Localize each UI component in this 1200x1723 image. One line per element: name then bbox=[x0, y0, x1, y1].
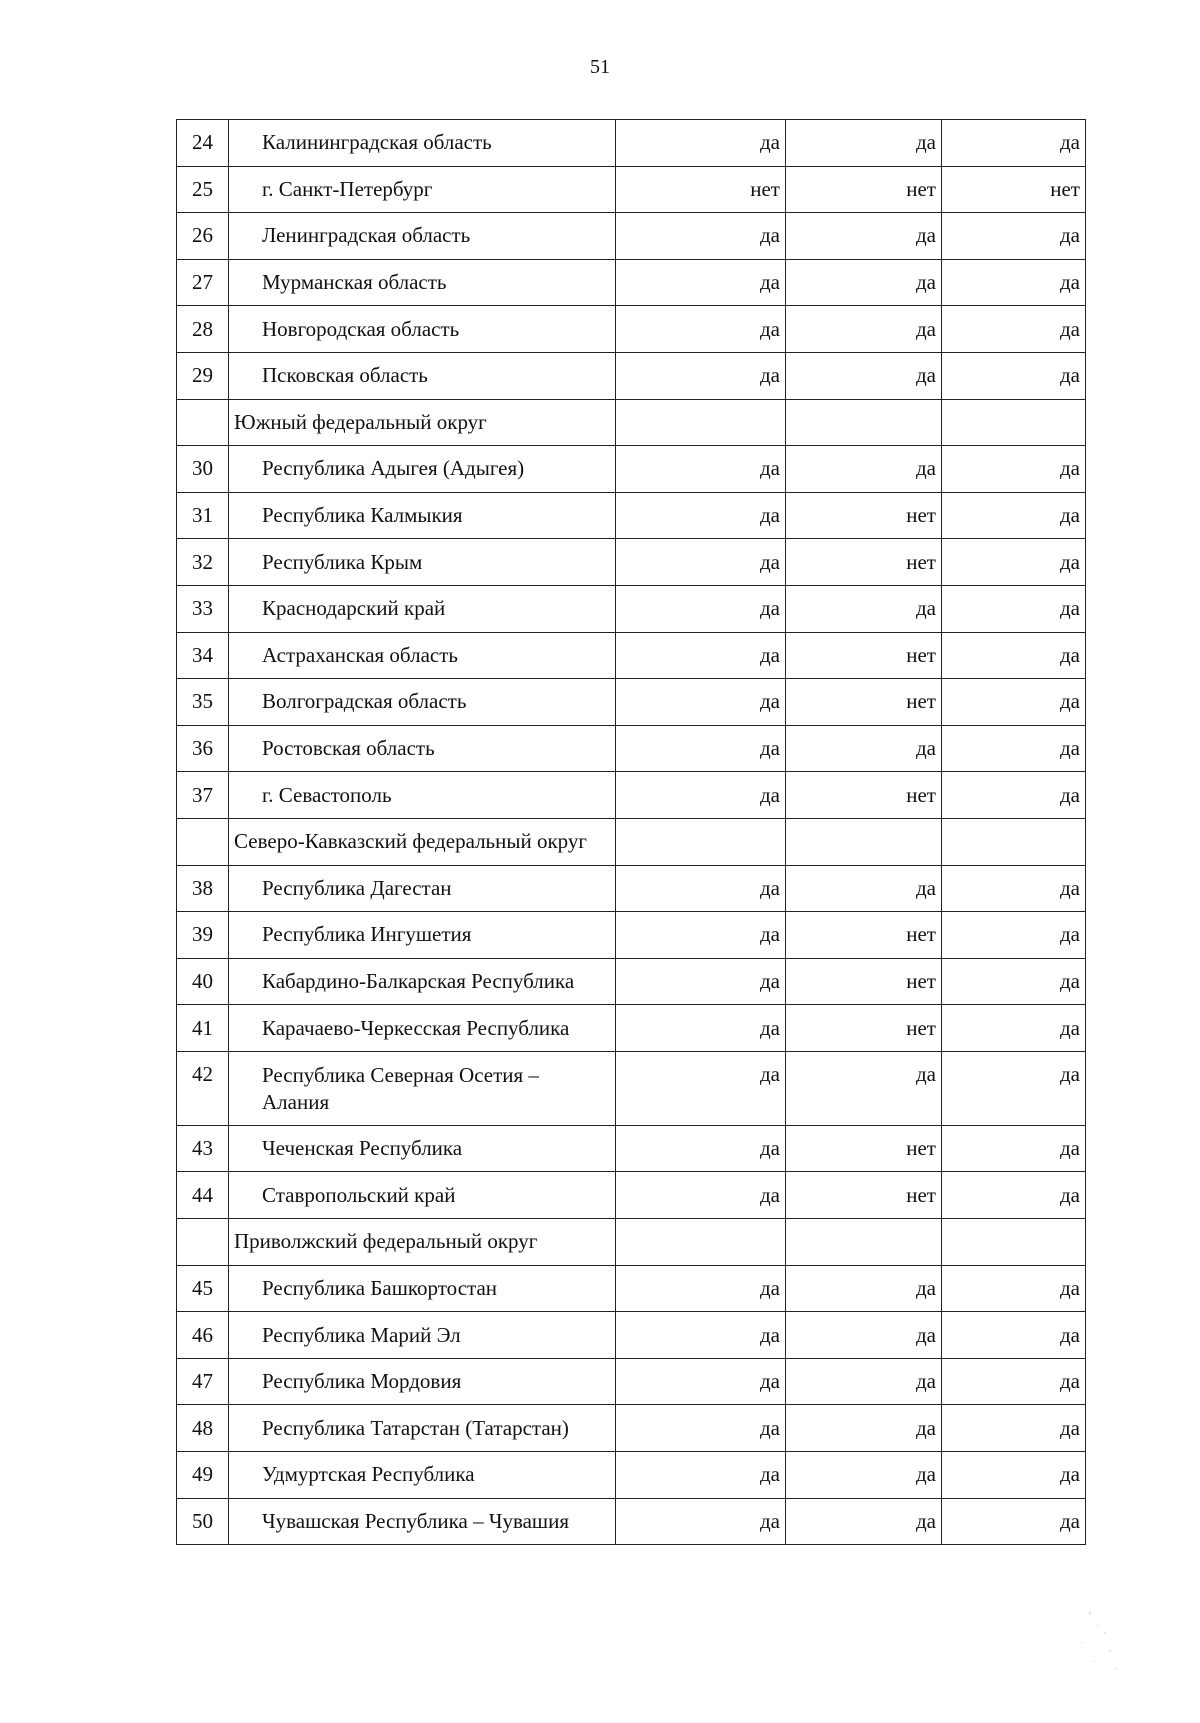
empty-value-cell bbox=[942, 1219, 1086, 1266]
value-col-3: да bbox=[942, 772, 1086, 819]
region-name: Республика Татарстан (Татарстан) bbox=[229, 1405, 616, 1452]
table-row bbox=[177, 1498, 1086, 1545]
row-number: 32 bbox=[177, 539, 229, 586]
row-number: 40 bbox=[177, 958, 229, 1005]
value-col-2: да bbox=[786, 1405, 942, 1452]
table-row bbox=[177, 912, 1086, 959]
value-col-1: да bbox=[616, 352, 786, 399]
region-name: Краснодарский край bbox=[229, 585, 616, 632]
value-col-1: да bbox=[616, 213, 786, 260]
value-col-1: да bbox=[616, 912, 786, 959]
value-col-3: да bbox=[942, 1125, 1086, 1172]
row-number: 29 bbox=[177, 352, 229, 399]
value-col-3: да bbox=[942, 306, 1086, 353]
region-name: Чувашская Республика – Чувашия bbox=[229, 1498, 616, 1545]
table-row bbox=[177, 492, 1086, 539]
empty-value-cell bbox=[942, 399, 1086, 446]
value-col-3: да bbox=[942, 539, 1086, 586]
region-name: Мурманская область bbox=[229, 259, 616, 306]
value-col-3: да bbox=[942, 1265, 1086, 1312]
value-col-3: да bbox=[942, 632, 1086, 679]
value-col-2: да bbox=[786, 306, 942, 353]
empty-value-cell bbox=[616, 818, 786, 865]
row-number: 45 bbox=[177, 1265, 229, 1312]
row-number: 30 bbox=[177, 446, 229, 493]
value-col-3: да bbox=[942, 213, 1086, 260]
value-col-2: да bbox=[786, 213, 942, 260]
value-col-1: да bbox=[616, 772, 786, 819]
value-col-3: да bbox=[942, 1358, 1086, 1405]
table-row bbox=[177, 1312, 1086, 1359]
row-number: 39 bbox=[177, 912, 229, 959]
value-col-1: да bbox=[616, 958, 786, 1005]
region-name: Республика Башкортостан bbox=[229, 1265, 616, 1312]
table-row bbox=[177, 772, 1086, 819]
table-row bbox=[177, 120, 1086, 167]
value-col-3: да bbox=[942, 1051, 1086, 1125]
value-col-1: да bbox=[616, 865, 786, 912]
value-col-2: да bbox=[786, 1051, 942, 1125]
value-col-3: да bbox=[942, 1172, 1086, 1219]
value-col-3: да bbox=[942, 1498, 1086, 1545]
value-col-3: да bbox=[942, 585, 1086, 632]
value-col-2: да bbox=[786, 120, 942, 167]
district-row bbox=[177, 1219, 1086, 1266]
value-col-3: да bbox=[942, 492, 1086, 539]
value-col-1: да bbox=[616, 1452, 786, 1499]
value-col-3: да bbox=[942, 912, 1086, 959]
region-name: Республика Северная Осетия – Алания bbox=[229, 1051, 616, 1125]
table-row bbox=[177, 1125, 1086, 1172]
table-row bbox=[177, 1172, 1086, 1219]
row-number: 44 bbox=[177, 1172, 229, 1219]
scan-specks bbox=[1070, 1603, 1130, 1683]
value-col-3: да bbox=[942, 1452, 1086, 1499]
row-number: 37 bbox=[177, 772, 229, 819]
region-name: Калининградская область bbox=[229, 120, 616, 167]
table-row bbox=[177, 1452, 1086, 1499]
value-col-1: да bbox=[616, 1265, 786, 1312]
empty-value-cell bbox=[786, 399, 942, 446]
region-name: Республика Адыгея (Адыгея) bbox=[229, 446, 616, 493]
regions-table-body bbox=[177, 120, 1086, 1545]
value-col-2: да bbox=[786, 1358, 942, 1405]
value-col-3: да bbox=[942, 725, 1086, 772]
table-row bbox=[177, 1405, 1086, 1452]
row-number: 26 bbox=[177, 213, 229, 260]
value-col-3: да bbox=[942, 679, 1086, 726]
table-row bbox=[177, 1265, 1086, 1312]
row-number: 38 bbox=[177, 865, 229, 912]
value-col-1: да bbox=[616, 306, 786, 353]
table-row bbox=[177, 632, 1086, 679]
value-col-2: да bbox=[786, 1498, 942, 1545]
region-name: Волгоградская область bbox=[229, 679, 616, 726]
table-row bbox=[177, 725, 1086, 772]
value-col-1: да bbox=[616, 1051, 786, 1125]
region-name: Республика Калмыкия bbox=[229, 492, 616, 539]
value-col-1: да bbox=[616, 539, 786, 586]
row-number: 48 bbox=[177, 1405, 229, 1452]
row-number: 47 bbox=[177, 1358, 229, 1405]
row-number: 42 bbox=[177, 1051, 229, 1125]
row-number: 33 bbox=[177, 585, 229, 632]
region-name: Республика Дагестан bbox=[229, 865, 616, 912]
row-number: 28 bbox=[177, 306, 229, 353]
table-row bbox=[177, 446, 1086, 493]
table-row bbox=[177, 166, 1086, 213]
value-col-2: да bbox=[786, 865, 942, 912]
value-col-1: да bbox=[616, 1125, 786, 1172]
value-col-3: да bbox=[942, 120, 1086, 167]
value-col-1: да bbox=[616, 725, 786, 772]
value-col-1: да bbox=[616, 632, 786, 679]
value-col-1: да bbox=[616, 446, 786, 493]
value-col-1: да bbox=[616, 1312, 786, 1359]
page-number: 51 bbox=[590, 56, 610, 78]
row-number: 46 bbox=[177, 1312, 229, 1359]
district-row bbox=[177, 399, 1086, 446]
region-name: Карачаево-Черкесская Республика bbox=[229, 1005, 616, 1052]
value-col-2: да bbox=[786, 585, 942, 632]
row-number: 35 bbox=[177, 679, 229, 726]
region-name: Псковская область bbox=[229, 352, 616, 399]
value-col-2: да bbox=[786, 1312, 942, 1359]
value-col-2: нет bbox=[786, 1005, 942, 1052]
empty-value-cell bbox=[616, 1219, 786, 1266]
row-number: 50 bbox=[177, 1498, 229, 1545]
table-row bbox=[177, 259, 1086, 306]
row-number: 24 bbox=[177, 120, 229, 167]
value-col-2: нет bbox=[786, 912, 942, 959]
region-name: Республика Мордовия bbox=[229, 1358, 616, 1405]
row-number: 41 bbox=[177, 1005, 229, 1052]
value-col-3: нет bbox=[942, 166, 1086, 213]
value-col-3: да bbox=[942, 958, 1086, 1005]
value-col-2: нет bbox=[786, 958, 942, 1005]
value-col-2: нет bbox=[786, 632, 942, 679]
value-col-2: нет bbox=[786, 1172, 942, 1219]
value-col-1: да bbox=[616, 492, 786, 539]
row-number: 43 bbox=[177, 1125, 229, 1172]
value-col-3: да bbox=[942, 865, 1086, 912]
region-name: Удмуртская Республика bbox=[229, 1452, 616, 1499]
region-name: Республика Марий Эл bbox=[229, 1312, 616, 1359]
table-row bbox=[177, 1005, 1086, 1052]
district-row bbox=[177, 818, 1086, 865]
value-col-2: да bbox=[786, 1265, 942, 1312]
regions-table bbox=[176, 119, 1086, 1545]
row-number: 36 bbox=[177, 725, 229, 772]
region-name: г. Санкт-Петербург bbox=[229, 166, 616, 213]
value-col-2: да bbox=[786, 352, 942, 399]
region-name: Кабардино-Балкарская Республика bbox=[229, 958, 616, 1005]
table-row bbox=[177, 306, 1086, 353]
value-col-2: нет bbox=[786, 679, 942, 726]
row-number: 25 bbox=[177, 166, 229, 213]
region-name: Астраханская область bbox=[229, 632, 616, 679]
value-col-2: нет bbox=[786, 492, 942, 539]
value-col-1: да bbox=[616, 585, 786, 632]
value-col-1: да bbox=[616, 1498, 786, 1545]
row-number: 49 bbox=[177, 1452, 229, 1499]
row-number-cell bbox=[177, 818, 229, 865]
region-name: Чеченская Республика bbox=[229, 1125, 616, 1172]
value-col-2: да bbox=[786, 725, 942, 772]
value-col-1: да bbox=[616, 259, 786, 306]
row-number-cell bbox=[177, 1219, 229, 1266]
table-row bbox=[177, 352, 1086, 399]
value-col-1: да bbox=[616, 1358, 786, 1405]
value-col-1: да bbox=[616, 1172, 786, 1219]
region-name: г. Севастополь bbox=[229, 772, 616, 819]
empty-value-cell bbox=[942, 818, 1086, 865]
row-number: 31 bbox=[177, 492, 229, 539]
table-row bbox=[177, 1358, 1086, 1405]
value-col-1: да bbox=[616, 120, 786, 167]
region-name: Ставропольский край bbox=[229, 1172, 616, 1219]
value-col-3: да bbox=[942, 1405, 1086, 1452]
table-row bbox=[177, 1051, 1086, 1125]
value-col-2: да bbox=[786, 446, 942, 493]
value-col-1: нет bbox=[616, 166, 786, 213]
value-col-2: нет bbox=[786, 772, 942, 819]
value-col-1: да bbox=[616, 1405, 786, 1452]
table-row bbox=[177, 679, 1086, 726]
empty-value-cell bbox=[786, 818, 942, 865]
table-row bbox=[177, 865, 1086, 912]
value-col-2: нет bbox=[786, 1125, 942, 1172]
value-col-3: да bbox=[942, 446, 1086, 493]
value-col-3: да bbox=[942, 1005, 1086, 1052]
row-number-cell bbox=[177, 399, 229, 446]
value-col-3: да bbox=[942, 1312, 1086, 1359]
district-name: Южный федеральный округ bbox=[229, 399, 616, 446]
district-name: Северо-Кавказский федеральный округ bbox=[229, 818, 616, 865]
table-row bbox=[177, 539, 1086, 586]
value-col-3: да bbox=[942, 352, 1086, 399]
value-col-2: да bbox=[786, 259, 942, 306]
value-col-3: да bbox=[942, 259, 1086, 306]
value-col-2: да bbox=[786, 1452, 942, 1499]
district-name: Приволжский федеральный округ bbox=[229, 1219, 616, 1266]
region-name: Новгородская область bbox=[229, 306, 616, 353]
region-name: Республика Ингушетия bbox=[229, 912, 616, 959]
region-name: Ленинградская область bbox=[229, 213, 616, 260]
value-col-2: нет bbox=[786, 166, 942, 213]
region-name: Ростовская область bbox=[229, 725, 616, 772]
table-row bbox=[177, 213, 1086, 260]
empty-value-cell bbox=[616, 399, 786, 446]
value-col-1: да bbox=[616, 1005, 786, 1052]
table-row bbox=[177, 585, 1086, 632]
region-name: Республика Крым bbox=[229, 539, 616, 586]
value-col-1: да bbox=[616, 679, 786, 726]
row-number: 27 bbox=[177, 259, 229, 306]
table-row bbox=[177, 958, 1086, 1005]
value-col-2: нет bbox=[786, 539, 942, 586]
row-number: 34 bbox=[177, 632, 229, 679]
empty-value-cell bbox=[786, 1219, 942, 1266]
